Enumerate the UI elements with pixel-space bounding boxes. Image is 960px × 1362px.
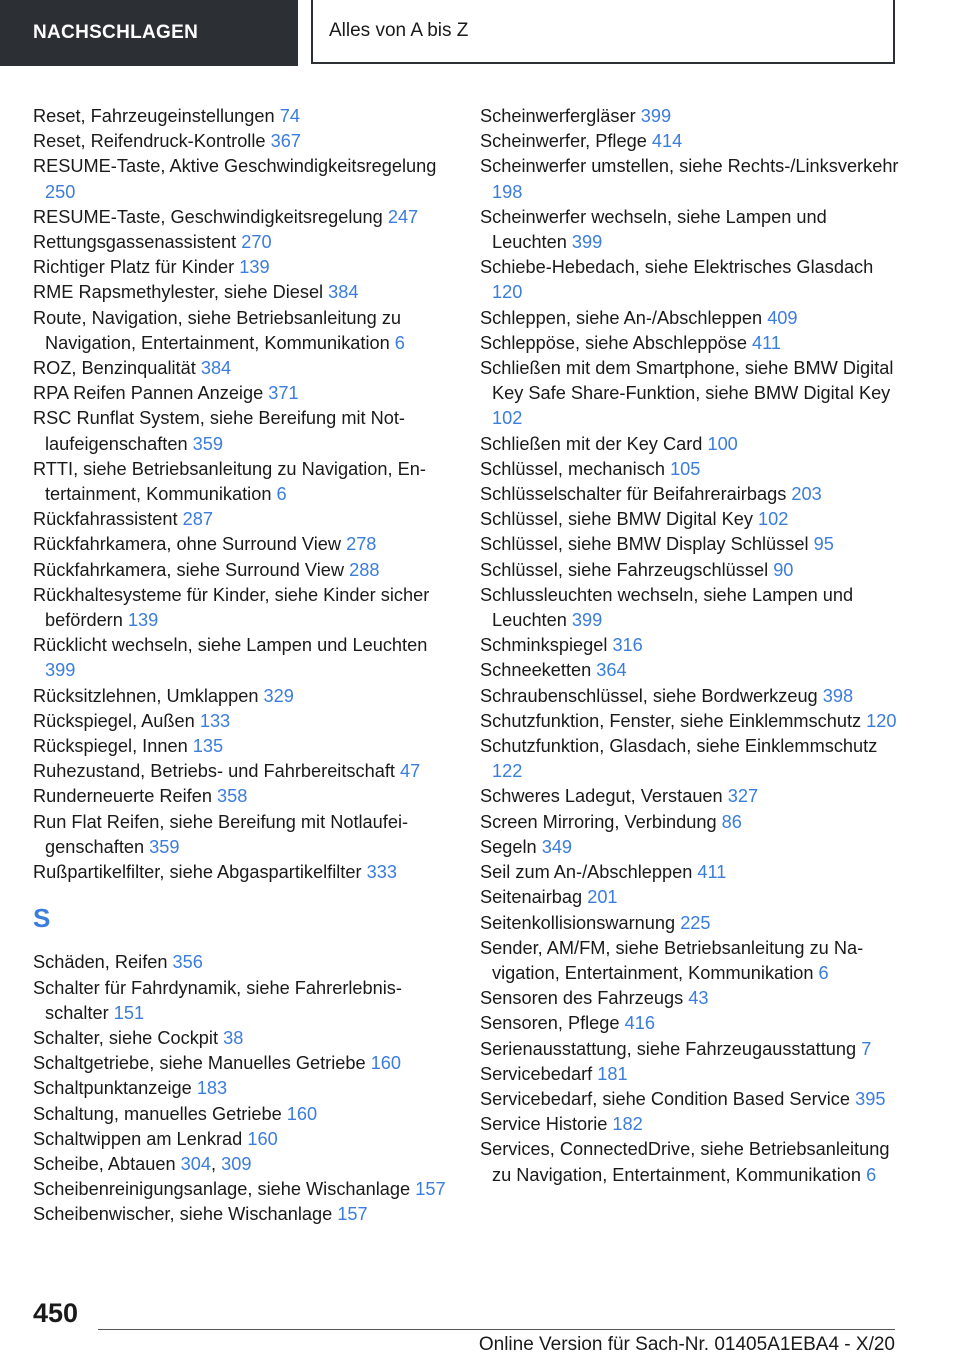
index-term: Scheinwerfer umstellen, siehe Rechts-/Linksverkehr [480,156,899,177]
index-term: Schleppöse, siehe Abschleppöse [480,332,747,353]
index-term: Schließen mit dem Smartphone, siehe BMW Digital Key Safe Share-Funktion, siehe BMW Digital Key [480,358,894,404]
page-reference-link[interactable]: 120 [492,282,523,303]
index-entry [480,986,900,1011]
index-term: Services, ConnectedDrive, siehe Betriebsanleitung zu Navigation, Entertainment, Kommunikation [480,1139,890,1185]
index-entry [480,633,900,658]
page-reference-link[interactable]: 416 [624,1013,655,1034]
index-entry [480,104,900,129]
index-entry [480,129,900,154]
index-column-left [33,104,453,1228]
page-reference-link[interactable]: 102 [757,509,789,530]
index-entry [33,1177,453,1202]
index-term: Scheinwerfer wechseln, siehe Lampen und Leuchten [480,206,827,253]
page-reference-link[interactable]: 329 [263,685,294,706]
index-term: Schaltung, manuelles Getriebe [33,1103,282,1124]
index-entry [480,1137,900,1187]
page-reference-link[interactable]: 201 [587,887,618,908]
page-reference-link[interactable]: 139 [127,610,159,631]
index-entry [33,129,453,154]
page-reference-link[interactable]: 359 [149,836,180,857]
index-entry [480,911,900,936]
index-term: Reset, Fahrzeugeinstellungen [33,106,275,126]
index-term: Schaltwippen am Lenkrad [33,1128,243,1149]
index-term: Run Flat Reifen, siehe Bereifung mit Notlaufeigenschaften [33,811,409,857]
page-reference-link[interactable]: 367 [270,131,301,152]
index-entry [480,734,900,784]
index-entry [480,1011,900,1036]
footer-text: Online Version für Sach-Nr. 01405A1EBA4 - X/20 [478,1334,895,1355]
page-reference-link[interactable]: 181 [597,1063,628,1084]
index-entry [33,1127,453,1152]
index-term: Route, Navigation, siehe Betriebsanleitung zu Navigation, Entertainment, Kommunikation [33,307,402,353]
page-reference-link[interactable]: 349 [541,836,573,857]
page-reference-link[interactable]: 100 [707,433,738,454]
index-entry [33,406,453,456]
page-reference-link[interactable]: 411 [752,332,782,353]
index-term: Schneeketten [480,660,592,681]
index-entry [480,331,900,356]
page-reference-link[interactable]: 278 [346,534,377,555]
page-reference-link[interactable]: 287 [182,509,213,530]
page-reference-link[interactable]: 6 [866,1164,877,1185]
page-reference-link[interactable]: 157 [415,1179,446,1200]
section-letter: S [33,903,51,934]
index-entry [33,154,453,204]
index-column-right [480,104,900,1188]
page-reference-link[interactable]: 309 [221,1153,252,1174]
index-term: Seil zum An-/Abschleppen [480,862,693,883]
index-entry [33,230,453,255]
page-reference-link[interactable]: 247 [387,206,419,227]
page-number: 450 [33,1298,79,1328]
index-term: Scheinwerfer, Pflege [480,131,647,152]
index-entry [480,885,900,910]
page-reference-link[interactable]: 371 [268,383,299,404]
index-entry [33,306,453,356]
index-entry [33,457,453,507]
page-reference-link[interactable]: 6 [394,332,405,353]
page-reference-link[interactable]: 90 [773,559,794,580]
page-reference-link[interactable]: 182 [612,1114,643,1135]
index-term: Scheinwerfergläser [480,106,636,126]
index-entry [480,205,900,255]
index-term: Scheibenwischer, siehe Wischanlage [33,1204,333,1225]
index-term: Schlüsselschalter für Beifahrerairbags [480,484,787,505]
page-reference-link[interactable]: 250 [45,181,76,202]
page-reference-link[interactable]: 395 [855,1088,886,1109]
index-term: Schutzfunktion, Fenster, siehe Einklemmschutz [480,710,862,731]
index-term: RPA Reifen Pannen Anzeige [33,383,264,404]
page-reference-link[interactable]: 139 [239,257,270,278]
page-reference-link[interactable]: 43 [688,988,709,1009]
page-reference-link[interactable]: 316 [612,635,643,656]
page-reference-link[interactable]: 333 [366,862,397,883]
page-reference-link[interactable]: 356 [172,952,203,973]
index-term: Rücklicht wechseln, siehe Lampen und Leuchten [33,635,428,656]
page-reference-link[interactable]: 398 [822,685,854,706]
index-term: Rußpartikelfilter, siehe Abgaspartikelfilter [33,862,362,883]
index-entry [480,558,900,583]
page-reference-link[interactable]: 364 [596,660,627,681]
page-reference-link[interactable]: 384 [200,358,232,379]
index-term: Scheibenreinigungsanlage, siehe Wischanlage [33,1179,411,1200]
index-term: Seitenairbag [480,887,583,908]
index-term: Rettungsgassenassistent [33,232,237,253]
page-reference-link[interactable]: 160 [286,1103,318,1124]
index-term: Schlüssel, siehe BMW Display Schlüssel [480,534,809,555]
index-entry [33,104,453,129]
index-term: Schaltgetriebe, siehe Manuelles Getriebe [33,1053,366,1074]
page-reference-link[interactable]: 225 [680,912,711,933]
index-entry [480,1112,900,1137]
index-entry [480,432,900,457]
index-term: Ruhezustand, Betriebs- und Fahrbereitschaft [33,761,395,782]
page-reference-link[interactable]: 7 [861,1038,872,1059]
index-term: Reset, Reifendruck-Kontrolle [33,131,266,152]
index-term: Schäden, Reifen [33,952,168,973]
index-term: Schraubenschlüssel, siehe Bordwerkzeug [480,685,818,706]
page-reference-link[interactable]: 133 [199,710,231,731]
index-term: Schlüssel, siehe BMW Digital Key [480,509,753,530]
page-header [0,0,960,66]
index-entry [33,381,453,406]
index-entry [33,255,453,280]
page-reference-link[interactable]: 135 [192,736,224,757]
index-entry [480,457,900,482]
index-entry [33,1102,453,1127]
page-reference-link[interactable]: 105 [670,458,701,479]
page-reference-link[interactable]: 203 [791,484,822,505]
index-entry [33,1202,453,1227]
index-term: Schlüssel, siehe Fahrzeugschlüssel [480,559,769,580]
index-term: Sensoren, Pflege [480,1013,620,1034]
page-reference-link[interactable]: 47 [400,761,421,782]
page-reference-link[interactable]: 157 [337,1204,368,1225]
index-entry [33,558,453,583]
index-entry [33,1076,453,1101]
index-entry [480,482,900,507]
page-reference-link[interactable]: 151 [113,1002,145,1023]
index-entry [480,255,900,305]
index-term: Schweres Ladegut, Verstauen [480,786,723,807]
index-term: Service Historie [480,1114,608,1135]
page-reference-link[interactable]: 358 [217,786,248,807]
index-term: Rückspiegel, Außen [33,710,195,731]
page-reference-link[interactable]: 270 [241,232,272,253]
index-term: RESUME-Taste, Aktive Geschwindigkeitsregelung [33,156,437,177]
index-entry [33,860,453,885]
index-term: Rückfahrkamera, ohne Surround View [33,534,342,555]
index-entry [480,1062,900,1087]
footer-divider [98,1329,895,1330]
index-term: Schlussleuchten wechseln, siehe Lampen und Leuchten [480,584,854,631]
index-entry [33,734,453,759]
index-term: RSC Runflat System, siehe Bereifung mit Notlaufeigenschaften [33,408,405,454]
index-term: Sender, AM/FM, siehe Betriebsanleitung zu Navigation, Entertainment, Kommunikation [480,937,864,983]
page-reference-link[interactable]: 120 [866,710,897,731]
index-entry [33,709,453,734]
index-term: RME Rapsmethylester, siehe Diesel [33,282,324,303]
index-term: Servicebedarf, siehe Condition Based Service [480,1088,851,1109]
page-reference-link[interactable]: 359 [192,433,224,454]
index-term: Schaltpunktanzeige [33,1078,192,1099]
index-entry [480,1087,900,1112]
index-entry [480,709,900,734]
index-term: Rücksitzlehnen, Umklappen [33,685,259,706]
page-reference-link[interactable]: 399 [571,232,603,253]
page-reference-link[interactable]: 384 [328,282,359,303]
page-reference-link[interactable]: 288 [349,559,380,580]
index-term: Schalter, siehe Cockpit [33,1027,219,1048]
index-entry [33,1051,453,1076]
index-term: Schutzfunktion, Glasdach, siehe Einklemmschutz [480,736,878,757]
index-term: Scheibe, Abtauen [33,1153,176,1174]
index-entry [480,810,900,835]
index-entry [33,684,453,709]
index-entry [33,205,453,230]
index-entry [33,1026,453,1051]
chapter-tab: Alles von A bis Z [311,0,895,64]
page-reference-link[interactable]: 198 [492,181,523,202]
page-reference-link[interactable]: 399 [45,660,76,681]
index-term: Screen Mirroring, Verbindung [480,811,717,832]
index-entry [480,532,900,557]
page-reference-link[interactable]: 6 [818,962,829,983]
index-entry [33,976,453,1026]
page-reference-link[interactable]: 160 [247,1128,278,1149]
index-entry [480,860,900,885]
index-term: ROZ, Benzinqualität [33,358,196,379]
index-term: Seitenkollisionswarnung [480,912,676,933]
index-entry: Scheibe, Abtauen 304, 309 [33,1153,252,1174]
index-entry [480,784,900,809]
page-reference-link[interactable]: 399 [571,610,603,631]
page-reference-link[interactable]: 86 [721,811,742,832]
index-entry [480,154,900,204]
index-entry [480,306,900,331]
index-entry [33,759,453,784]
index-entry [480,583,900,633]
index-term: Rückfahrkamera, siehe Surround View [33,559,345,580]
index-entry [33,507,453,532]
page-reference-link[interactable]: 122 [492,761,523,782]
page-reference-link[interactable]: 409 [767,307,798,328]
index-entry [33,810,453,860]
index-term: Schiebe-Hebedach, siehe Elektrisches Glasdach [480,257,874,278]
page-reference-link[interactable]: 95 [813,534,834,555]
index-term: Segeln [480,836,537,857]
index-entry [33,280,453,305]
page-reference-link[interactable]: 102 [492,408,523,429]
index-entry [33,784,453,809]
page-reference-link[interactable]: 327 [727,786,759,807]
index-term: Sensoren des Fahrzeugs [480,988,684,1009]
index-term: Schalter für Fahrdynamik, siehe Fahrerlebnisschalter [33,977,402,1023]
page-reference-link[interactable]: 38 [223,1027,244,1048]
index-term: Serienausstattung, siehe Fahrzeugausstattung [480,1038,857,1059]
index-entry [480,658,900,683]
index-term: RESUME-Taste, Geschwindigkeitsregelung [33,206,383,227]
index-entry [33,583,453,633]
index-term: Rückfahrassistent [33,509,178,530]
page-reference-link[interactable]: 399 [640,106,672,126]
page-reference-link[interactable]: 6 [276,484,287,505]
page-reference-link[interactable]: 74 [279,106,300,126]
index-entry [33,950,453,975]
index-term: Schließen mit der Key Card [480,433,703,454]
index-entry [480,835,900,860]
index-entry [480,936,900,986]
index-term: Schlüssel, mechanisch [480,458,665,479]
page-reference-link[interactable]: 414 [651,131,683,152]
index-term: Runderneuerte Reifen [33,786,212,807]
index-term: Schminkspiegel [480,635,608,656]
index-entry [480,507,900,532]
index-entry [33,532,453,557]
page-reference-link[interactable]: 160 [370,1053,402,1074]
index-entry [480,684,900,709]
index-term: Richtiger Platz für Kinder [33,257,235,278]
index-entry [33,633,453,683]
index-term: RTTI, siehe Betriebsanleitung zu Navigation, Entertainment, Kommunikation [33,458,426,505]
index-entry [33,356,453,381]
page-reference-link[interactable]: 183 [196,1078,228,1099]
index-term: Schleppen, siehe An-/Abschleppen [480,307,763,328]
index-term: Rückhaltesysteme für Kinder, siehe Kinder sicher befördern [33,584,430,631]
index-term: Servicebedarf [480,1063,593,1084]
page-reference-link[interactable]: 411 [697,862,727,883]
index-term: Rückspiegel, Innen [33,736,188,757]
index-entry [480,356,900,432]
page-reference-link[interactable]: 304 [180,1153,212,1174]
section-tab: NACHSCHLAGEN [0,0,298,66]
index-entry [480,1037,900,1062]
